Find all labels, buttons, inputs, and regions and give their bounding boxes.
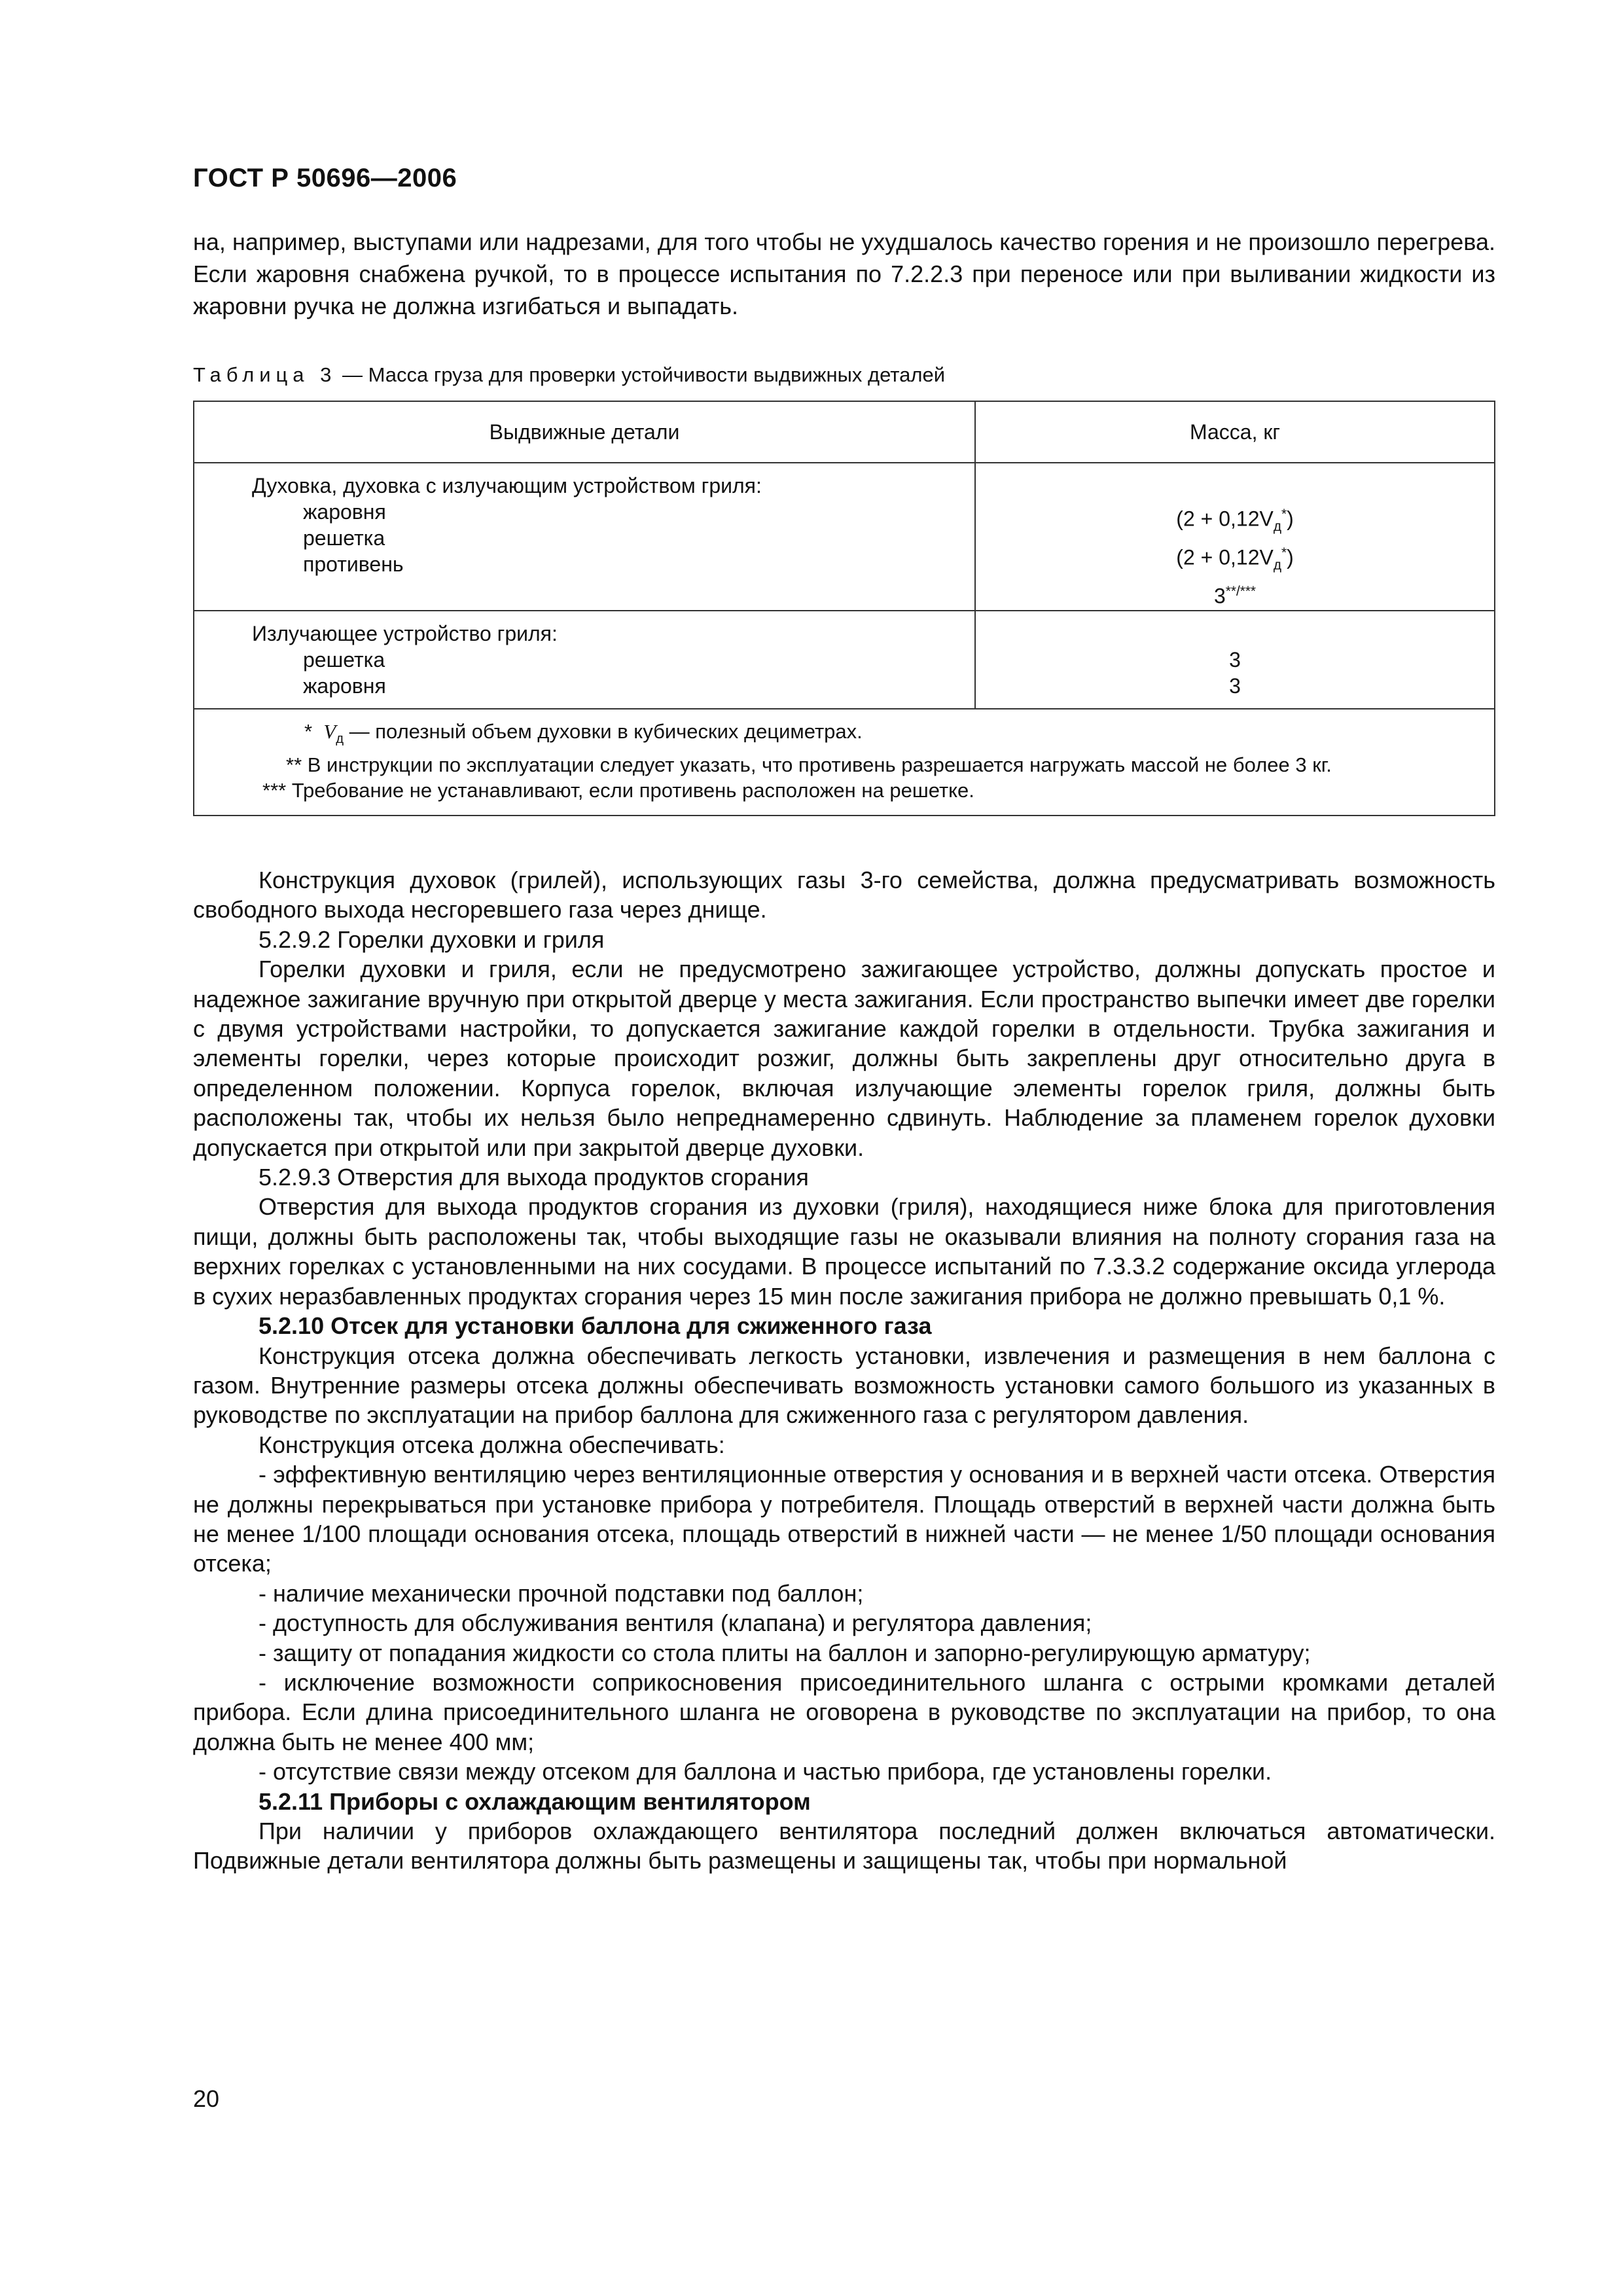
- list-item: - эффективную вентиляцию через вентиляционные отверстия у основания и в верхней части отсека. Отверстия не должны перекрываться при установке прибора у потребителя. Площадь отверстий в верхней части должна быть не менее 1/100 площади основания отсека, площадь отверстий в нижней части — не менее 1/50 площади основания отсека;: [193, 1461, 1495, 1577]
- value-cell: 3: [1229, 673, 1241, 698]
- note-1: * $V_д$ — полезный объем духовки в кубических дециметрах.: [304, 719, 863, 746]
- intro-text: на, например, выступами или надрезами, для того чтобы не ухудшалось качество горения и не произошло перегрева. Если жаровня снабжена ручкой, то в процессе испытания по 7.2.2.3 при переносе или при выливании жидкости из жаровни ручка не должна изгибаться и выпадать.: [193, 228, 1495, 319]
- table-notes: [194, 709, 1495, 816]
- paragraph: При наличии у приборов охлаждающего вентилятора последний должен включаться автоматически. Подвижные детали вентилятора должны быть размещены и защищены так, чтобы при нормальной: [193, 1818, 1495, 1874]
- mass-table: [193, 401, 1495, 816]
- table-notes-row: [194, 709, 1495, 816]
- list-item: - доступность для обслуживания вентиля (клапана) и регулятора давления;: [259, 1609, 1092, 1637]
- body-text: [193, 865, 1495, 1876]
- table-row: [194, 463, 1495, 611]
- paragraph: Конструкция духовок (грилей), использующих газы 3-го семейства, должна предусматривать возможность свободного выхода несгоревшего газа через днище.: [193, 867, 1495, 924]
- value-cell: 3**/***: [1213, 584, 1257, 608]
- table-header-row: [194, 401, 1495, 463]
- group1-item: решетка: [303, 526, 385, 550]
- note-2: ** В инструкции по эксплуатации следует указать, что противень разрешается нагружать массой не более 3 кг.: [286, 753, 1332, 776]
- table-row: [194, 611, 1495, 709]
- table-caption-text: — Масса груза для проверки устойчивости выдвижных деталей: [336, 363, 946, 386]
- paragraph: Конструкция отсека должна обеспечивать легкость установки, извлечения и размещения в нем баллона с газом. Внутренние размеры отсека должны обеспечивать возможность установки самого большого из указанных в руководстве по эксплуатации на прибор баллона для сжиженного газа с регулятором давления.: [193, 1342, 1495, 1429]
- header-mass: Масса, кг: [975, 401, 1495, 463]
- section-heading: 5.2.10 Отсек для установки баллона для сжиженного газа: [259, 1312, 932, 1340]
- value-cell: $(2 + 0,12V_д^*)$: [1176, 545, 1294, 573]
- standard-header: ГОСТ Р 50696—2006: [193, 164, 457, 192]
- section-heading: 5.2.11 Приборы с охлаждающим вентилятором: [259, 1787, 811, 1815]
- group2-item: решетка: [303, 647, 385, 672]
- subsection-title: 5.2.9.2 Горелки духовки и гриля: [259, 925, 605, 953]
- group1-values: [975, 463, 1495, 611]
- list-item: - исключение возможности соприкосновения присоединительного шланга с острыми кромками деталей прибора. Если длина присоединительного шланга не оговорена в руководстве по эксплуатации на прибор, то она должна быть не менее 400 мм;: [193, 1668, 1495, 1755]
- group2-cell: [194, 611, 975, 709]
- note-3: *** Требование не устанавливают, если противень расположен на решетке.: [262, 778, 974, 802]
- intro-paragraph: [193, 226, 1495, 322]
- group2-item: жаровня: [303, 673, 386, 698]
- paragraph: Конструкция отсека должна обеспечивать:: [259, 1431, 725, 1458]
- value-cell: $(2 + 0,12V_д^*)$: [1176, 507, 1294, 535]
- subsection-title: 5.2.9.3 Отверстия для выхода продуктов сгорания: [259, 1164, 809, 1191]
- group1-item: противень: [303, 552, 404, 576]
- table-caption: [193, 363, 945, 387]
- group2-title: Излучающее устройство гриля:: [252, 621, 558, 645]
- table-caption-label: Таблица 3: [193, 363, 337, 386]
- list-item: - отсутствие связи между отсеком для баллона и частью прибора, где установлены горелки.: [259, 1758, 1272, 1785]
- value-cell: 3: [1229, 647, 1241, 672]
- list-item: - наличие механически прочной подставки под баллон;: [259, 1579, 864, 1607]
- group1-cell: [194, 463, 975, 611]
- header-parts: Выдвижные детали: [194, 401, 975, 463]
- paragraph: Горелки духовки и гриля, если не предусмотрено зажигающее устройство, должны допускать простое и надежное зажигание вручную при открытой дверце у места зажигания. Если пространство выпечки имеет две горелки с двумя устройствами настройки, то допускается зажигание каждой горелки в отдельности. Трубка зажигания и элементы горелки, через которые происходит розжиг, должны быть закреплены друг относительно друга в определенном положении. Корпуса горелок, включая излучающие элементы горелок гриля, должны быть расположены так, чтобы их нельзя было непреднамеренно сдвинуть. Наблюдение за пламенем горелок духовки допускается при открытой или при закрытой дверце духовки.: [193, 956, 1495, 1161]
- group1-title: Духовка, духовка с излучающим устройством гриля:: [252, 474, 762, 497]
- paragraph: Отверстия для выхода продуктов сгорания из духовки (гриля), находящиеся ниже блока для приготовления пищи, должны быть расположены так, чтобы выходящие газы не оказывали влияния на полноту сгорания газа на верхних горелках с установленными на них сосудами. В процессе испытаний по 7.3.3.2 содержание оксида углерода в сухих неразбавленных продуктах сгорания через 15 мин после зажигания прибора не должно превышать 0,1 %.: [193, 1193, 1495, 1310]
- page-number: 20: [193, 2085, 220, 2112]
- group2-values: [975, 611, 1495, 709]
- group1-item: жаровня: [303, 500, 386, 524]
- list-item: - защиту от попадания жидкости со стола плиты на баллон и запорно-регулирующую арматуру;: [259, 1639, 1311, 1666]
